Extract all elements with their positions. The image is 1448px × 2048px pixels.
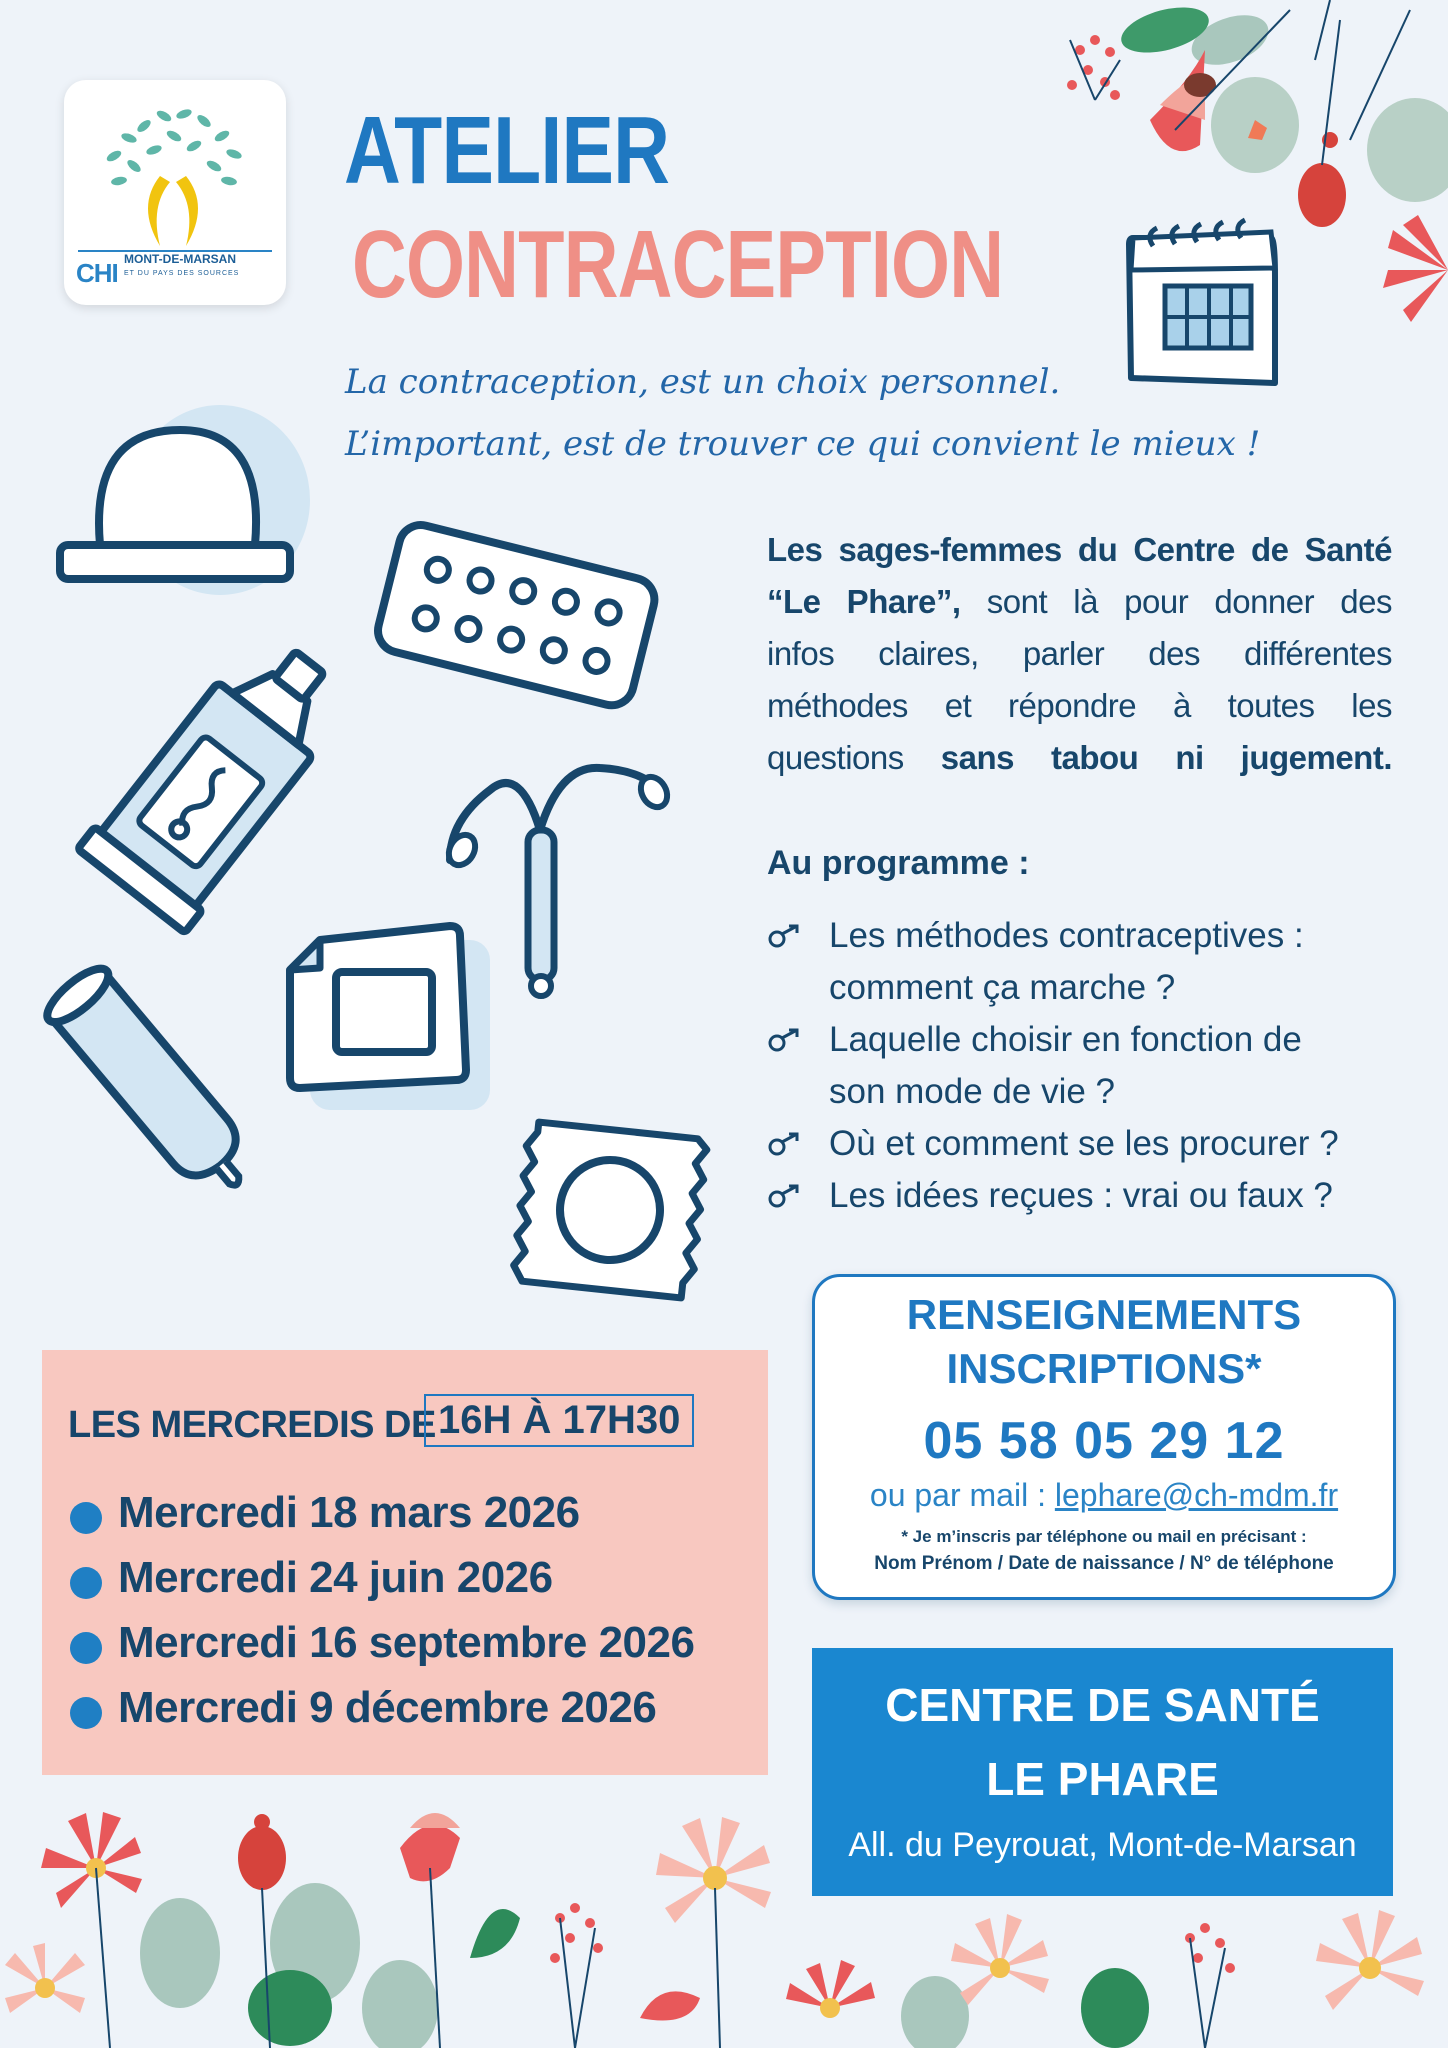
tree-logo-icon xyxy=(74,86,274,256)
registration-subtitle: INSCRIPTIONS* xyxy=(946,1345,1262,1392)
date-item: Mercredi 18 mars 2026 xyxy=(66,1480,694,1545)
gender-symbol-bullet-icon xyxy=(767,924,803,948)
programme-heading: Au programme : xyxy=(767,844,1030,882)
email-link[interactable]: lephare@ch-mdm.fr xyxy=(1054,1477,1339,1513)
logo-subtitle-text: ET DU PAYS DES SOURCES xyxy=(124,270,240,277)
programme-item-text: Laquelle choisir en fonction de xyxy=(829,1020,1302,1059)
programme-list xyxy=(767,910,1407,1222)
programme-item-text: Les idées reçues : vrai ou faux ? xyxy=(829,1176,1333,1215)
intro-paragraph xyxy=(767,524,1392,784)
logo-card xyxy=(64,80,286,305)
gender-symbol-bullet-icon xyxy=(767,1028,803,1052)
registration-title: RENSEIGNEMENTS xyxy=(906,1291,1302,1338)
date-item: Mercredi 24 juin 2026 xyxy=(66,1545,694,1610)
intro-text: questions xyxy=(767,739,904,776)
programme-item-text: son mode de vie ? xyxy=(829,1072,1116,1111)
phone-number[interactable]: 05 58 05 29 12 xyxy=(923,1412,1285,1470)
page-title-line-1: ATELIER xyxy=(344,97,670,204)
intro-text: sans tabou ni jugement. xyxy=(940,739,1393,776)
programme-item-text: Où et comment se les procurer ? xyxy=(829,1124,1339,1163)
calendar-icon xyxy=(1125,218,1285,388)
intro-text: sont là pour donner des xyxy=(986,583,1392,620)
registration-panel xyxy=(812,1274,1396,1600)
intro-line: infos claires, parler des différentes xyxy=(767,635,1392,672)
location-name-2: LE PHARE xyxy=(986,1753,1219,1805)
gender-symbol-bullet-icon xyxy=(767,1184,803,1208)
programme-item xyxy=(767,910,1407,1014)
dates-heading: LES MERCREDIS DE xyxy=(68,1404,436,1446)
intro-line xyxy=(767,576,1392,628)
intro-line: Les sages-femmes du Centre de Santé xyxy=(767,531,1392,568)
female-condom-icon xyxy=(30,920,290,1220)
dates-list xyxy=(66,1480,694,1740)
intro-line: méthodes et répondre à toutes les xyxy=(767,687,1392,724)
diaphragm-cap-icon xyxy=(50,420,310,610)
floral-decoration-bottom xyxy=(0,1758,1448,2048)
email-line xyxy=(815,1477,1393,1514)
intro-line xyxy=(767,732,1392,784)
tagline-line-2: L’important, est de trouver ce qui convient le mieux ! xyxy=(345,424,1261,464)
location-name: CENTRE DE SANTÉ xyxy=(885,1679,1320,1731)
programme-item-text: Les méthodes contraceptives : xyxy=(829,916,1304,955)
logo-chi-text: CHI xyxy=(76,258,118,288)
intro-text: “Le Phare”, xyxy=(767,583,961,620)
location-address: All. du Peyrouat, Mont-de-Marsan xyxy=(848,1826,1357,1864)
registration-note-details: Nom Prénom / Date de naissance / N° de téléphone xyxy=(874,1553,1334,1574)
date-item: Mercredi 9 décembre 2026 xyxy=(66,1675,694,1740)
condom-packet-icon xyxy=(500,1110,720,1310)
registration-note: * Je m’inscris par téléphone ou mail en précisant : xyxy=(901,1527,1307,1546)
spermicide-tube-icon xyxy=(80,640,340,940)
programme-item xyxy=(767,1014,1407,1118)
dates-panel xyxy=(42,1350,768,1775)
contraceptive-patch-icon xyxy=(280,910,500,1110)
tagline-line-1: La contraception, est un choix personnel. xyxy=(345,362,1061,402)
pill-blister-icon xyxy=(370,530,660,710)
gender-symbol-bullet-icon xyxy=(767,1132,803,1156)
programme-item xyxy=(767,1170,1407,1222)
page-title-line-2: CONTRACEPTION xyxy=(352,211,1004,318)
programme-item xyxy=(767,1118,1407,1170)
email-prefix: ou par mail : xyxy=(869,1477,1046,1513)
logo-name-text: MONT-DE-MARSAN xyxy=(124,252,236,266)
date-item: Mercredi 16 septembre 2026 xyxy=(66,1610,694,1675)
programme-item-text: comment ça marche ? xyxy=(829,968,1176,1007)
time-badge: 16H À 17H30 xyxy=(424,1394,694,1447)
